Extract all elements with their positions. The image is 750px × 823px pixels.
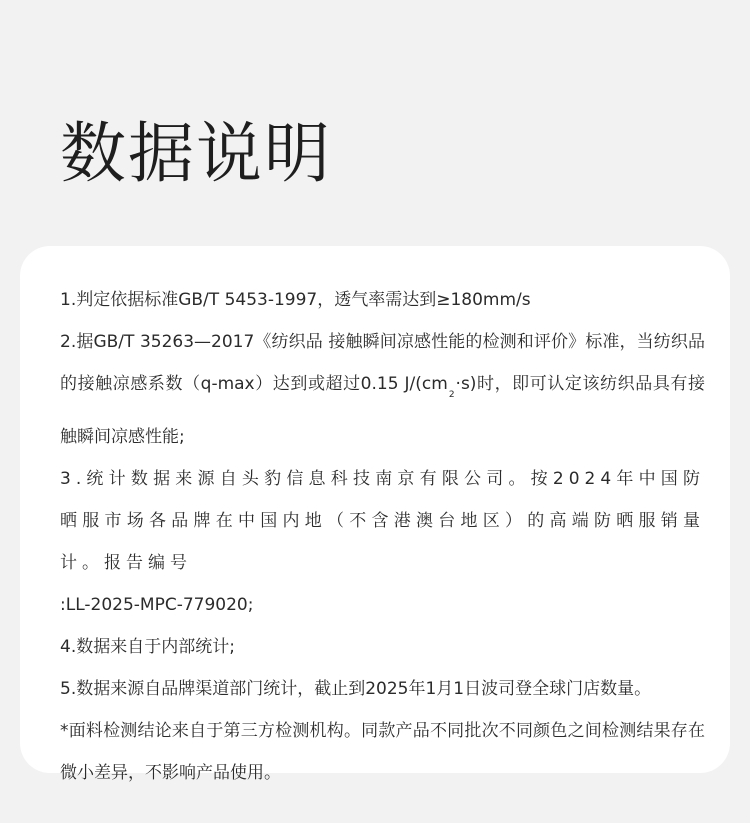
note-2 <box>60 321 705 458</box>
note-1: 1.判定依据标准GB/T 5453-1997，透气率需达到≥180mm/s <box>60 290 531 310</box>
notes-list <box>60 279 705 794</box>
notes-card <box>20 246 730 783</box>
note-3-report-number: :LL-2025-MPC-779020; <box>60 595 254 615</box>
note-5: 5.数据来源自品牌渠道部门统计，截止到2025年1月1日波司登全球门店数量。 <box>60 679 652 699</box>
page-title: 数据说明 <box>60 115 332 192</box>
fabric-test-note: *面料检测结论来自于第三方检测机构。同款产品不同批次不同颜色之间检测结果存在微小差异，不影响产品使用。 <box>60 721 705 783</box>
note-2-text-before: 2.据GB/T 35263—2017《纺织品 接触瞬间凉感性能的检测和评价》标准，当纺织品的接触凉感系数（q-max）达到或超过0.15 J/(cm <box>60 332 705 394</box>
note-3: 3.统计数据来源自头豹信息科技南京有限公司。按2024年中国防晒服市场各品牌在中国内地（不含港澳台地区）的高端防晒服销量计。报告编号 <box>60 469 705 573</box>
note-4: 4.数据来自于内部统计; <box>60 637 235 657</box>
note-2-superscript: 2 <box>448 390 455 400</box>
note-2-text-after: ·s)时，即可认定该纺织品具有接触瞬间凉感性能; <box>60 374 705 447</box>
